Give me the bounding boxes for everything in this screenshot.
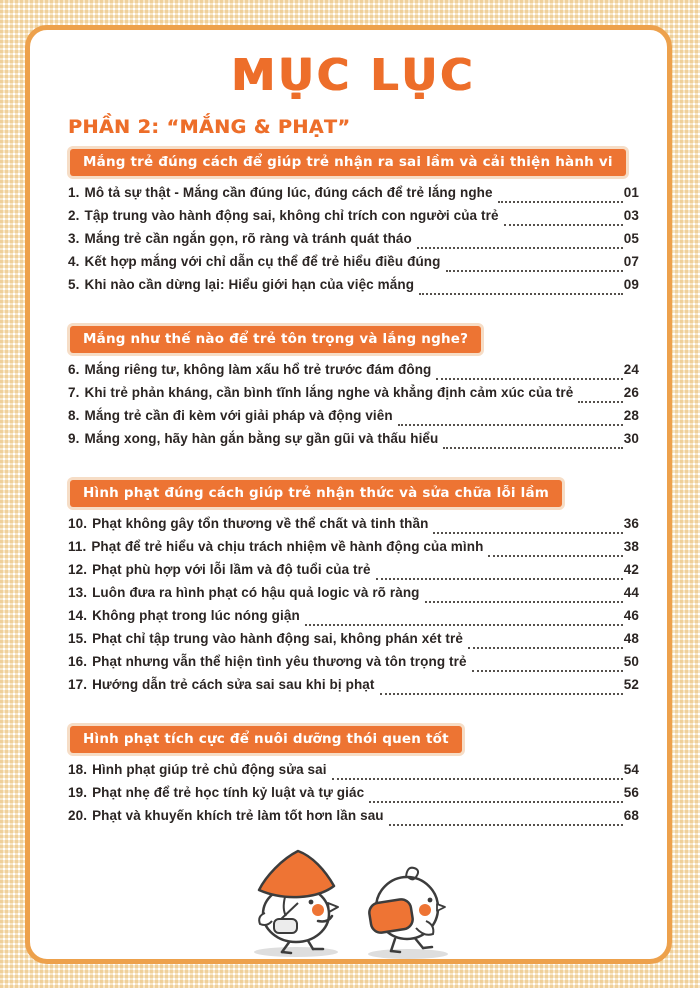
toc-entry xyxy=(68,185,639,208)
page-title: MỤC LỤC xyxy=(231,50,476,101)
toc-section xyxy=(68,326,639,454)
toc-entry-page: 50 xyxy=(623,654,639,670)
toc-entry xyxy=(68,677,639,700)
toc-entry-page: 38 xyxy=(623,539,639,555)
table-of-contents xyxy=(68,149,639,831)
toc-list xyxy=(68,762,639,831)
toc-entry-page: 42 xyxy=(623,562,639,578)
toc-entry-title: Phạt nhưng vẫn thể hiện tình yêu thương và tôn trọng trẻ xyxy=(92,654,467,670)
toc-entry xyxy=(68,431,639,454)
toc-entry-number: 6. xyxy=(68,362,80,378)
dot-leader xyxy=(472,670,623,672)
dot-leader xyxy=(389,824,623,826)
toc-entry xyxy=(68,208,639,231)
toc-entry-title: Mắng xong, hãy hàn gắn bằng sự gần gũi và thấu hiểu xyxy=(84,431,439,447)
toc-entry-page: 03 xyxy=(623,208,639,224)
section-header-pill: Mắng như thế nào để trẻ tôn trọng và lắng nghe? xyxy=(70,326,481,353)
toc-entry xyxy=(68,254,639,277)
toc-entry-number: 9. xyxy=(68,431,80,447)
toc-entry-title: Mắng trẻ cần ngắn gọn, rõ ràng và tránh quát tháo xyxy=(84,231,412,247)
toc-entry-page: 24 xyxy=(623,362,639,378)
toc-entry-page: 56 xyxy=(623,785,639,801)
toc-entry-page: 26 xyxy=(623,385,639,401)
toc-entry-page: 30 xyxy=(623,431,639,447)
dot-leader xyxy=(380,693,623,695)
toc-section xyxy=(68,480,639,700)
dot-leader xyxy=(488,555,622,557)
toc-entry xyxy=(68,362,639,385)
toc-entry-page: 48 xyxy=(623,631,639,647)
toc-list xyxy=(68,362,639,454)
chicks-illustration xyxy=(68,843,639,966)
toc-entry-page: 44 xyxy=(623,585,639,601)
dot-leader xyxy=(417,247,623,249)
toc-entry xyxy=(68,631,639,654)
dot-leader xyxy=(468,647,623,649)
toc-entry-title: Kết hợp mắng với chỉ dẫn cụ thể để trẻ hiểu điều đúng xyxy=(84,254,441,270)
toc-entry-page: 07 xyxy=(623,254,639,270)
toc-entry xyxy=(68,408,639,431)
toc-entry-number: 15. xyxy=(68,631,88,647)
toc-entry-page: 09 xyxy=(623,277,639,293)
toc-entry xyxy=(68,562,639,585)
toc-entry-page: 05 xyxy=(623,231,639,247)
dot-leader xyxy=(433,532,622,534)
dot-leader xyxy=(332,778,623,780)
toc-entry-title: Hướng dẫn trẻ cách sửa sai sau khi bị phạt xyxy=(92,677,375,693)
toc-entry-title: Mắng trẻ cần đi kèm với giải pháp và động viên xyxy=(84,408,393,424)
toc-entry-number: 10. xyxy=(68,516,88,532)
shadow-left xyxy=(254,947,338,957)
toc-entry xyxy=(68,516,639,539)
toc-entry-number: 19. xyxy=(68,785,88,801)
section-header-pill: Hình phạt đúng cách giúp trẻ nhận thức và sửa chữa lỗi lầm xyxy=(70,480,562,507)
dot-leader xyxy=(305,624,623,626)
toc-entry-title: Không phạt trong lúc nóng giận xyxy=(92,608,300,624)
dot-leader xyxy=(498,201,623,203)
dot-leader xyxy=(425,601,623,603)
toc-entry-page: 28 xyxy=(623,408,639,424)
toc-entry-title: Phạt không gây tổn thương về thể chất và tinh thần xyxy=(92,516,429,532)
dot-leader xyxy=(398,424,623,426)
toc-entry xyxy=(68,654,639,677)
toc-section xyxy=(68,726,639,831)
chick-with-backpack xyxy=(367,868,444,952)
dot-leader xyxy=(578,401,622,403)
chick-with-conical-hat xyxy=(259,851,338,953)
toc-entry-page: 54 xyxy=(623,762,639,778)
toc-entry xyxy=(68,808,639,831)
toc-entry-number: 1. xyxy=(68,185,80,201)
shadow-right xyxy=(368,949,448,959)
toc-entry-title: Phạt để trẻ hiểu và chịu trách nhiệm về hành động của mình xyxy=(91,539,484,555)
toc-entry-number: 3. xyxy=(68,231,80,247)
section-header-pill: Mắng trẻ đúng cách để giúp trẻ nhận ra sai lầm và cải thiện hành vi xyxy=(70,149,626,176)
toc-entry-page: 52 xyxy=(623,677,639,693)
dot-leader xyxy=(419,293,623,295)
toc-entry-title: Khi trẻ phản kháng, cần bình tĩnh lắng nghe và khẳng định cảm xúc của trẻ xyxy=(84,385,574,401)
part-heading: PHẦN 2: “MẮNG & PHẠT” xyxy=(68,116,351,139)
dot-leader xyxy=(369,801,623,803)
toc-entry-number: 16. xyxy=(68,654,88,670)
toc-entry-page: 36 xyxy=(623,516,639,532)
toc-entry-number: 20. xyxy=(68,808,88,824)
toc-entry xyxy=(68,385,639,408)
toc-entry-title: Mô tả sự thật - Mắng cần đúng lúc, đúng cách để trẻ lắng nghe xyxy=(84,185,493,201)
toc-entry-title: Khi nào cần dừng lại: Hiểu giới hạn của việc mắng xyxy=(84,277,415,293)
toc-entry-number: 13. xyxy=(68,585,88,601)
dot-leader xyxy=(446,270,623,272)
toc-section xyxy=(68,149,639,300)
toc-entry-title: Luôn đưa ra hình phạt có hậu quả logic và rõ ràng xyxy=(92,585,420,601)
toc-entry-number: 5. xyxy=(68,277,80,293)
toc-entry-number: 2. xyxy=(68,208,80,224)
toc-entry-title: Phạt phù hợp với lỗi lầm và độ tuổi của trẻ xyxy=(92,562,371,578)
dot-leader xyxy=(443,447,622,449)
toc-entry-number: 12. xyxy=(68,562,88,578)
toc-entry xyxy=(68,762,639,785)
toc-entry xyxy=(68,231,639,254)
running-chicks-drawing xyxy=(244,843,464,961)
toc-entry-title: Hình phạt giúp trẻ chủ động sửa sai xyxy=(92,762,327,778)
toc-entry-number: 18. xyxy=(68,762,88,778)
toc-entry-page: 68 xyxy=(623,808,639,824)
toc-entry-title: Tập trung vào hành động sai, không chỉ trích con người của trẻ xyxy=(84,208,499,224)
toc-entry-title: Phạt nhẹ để trẻ học tính kỷ luật và tự giác xyxy=(92,785,365,801)
page-panel xyxy=(25,25,672,964)
toc-list xyxy=(68,185,639,300)
toc-entry-page: 01 xyxy=(623,185,639,201)
toc-entry-title: Phạt chỉ tập trung vào hành động sai, không phán xét trẻ xyxy=(92,631,463,647)
toc-entry xyxy=(68,785,639,808)
toc-list xyxy=(68,516,639,700)
toc-entry-number: 14. xyxy=(68,608,88,624)
toc-entry-page: 46 xyxy=(623,608,639,624)
section-header-pill: Hình phạt tích cực để nuôi dưỡng thói quen tốt xyxy=(70,726,462,753)
toc-entry xyxy=(68,585,639,608)
toc-entry xyxy=(68,608,639,631)
toc-entry xyxy=(68,539,639,562)
dot-leader xyxy=(376,578,623,580)
dot-leader xyxy=(504,224,623,226)
toc-entry-number: 17. xyxy=(68,677,88,693)
dot-leader xyxy=(436,378,622,380)
toc-entry-number: 7. xyxy=(68,385,80,401)
toc-entry xyxy=(68,277,639,300)
toc-entry-title: Mắng riêng tư, không làm xấu hổ trẻ trước đám đông xyxy=(84,362,432,378)
toc-entry-number: 11. xyxy=(68,539,87,555)
toc-entry-title: Phạt và khuyến khích trẻ làm tốt hơn lần sau xyxy=(92,808,384,824)
toc-entry-number: 8. xyxy=(68,408,80,424)
toc-entry-number: 4. xyxy=(68,254,80,270)
